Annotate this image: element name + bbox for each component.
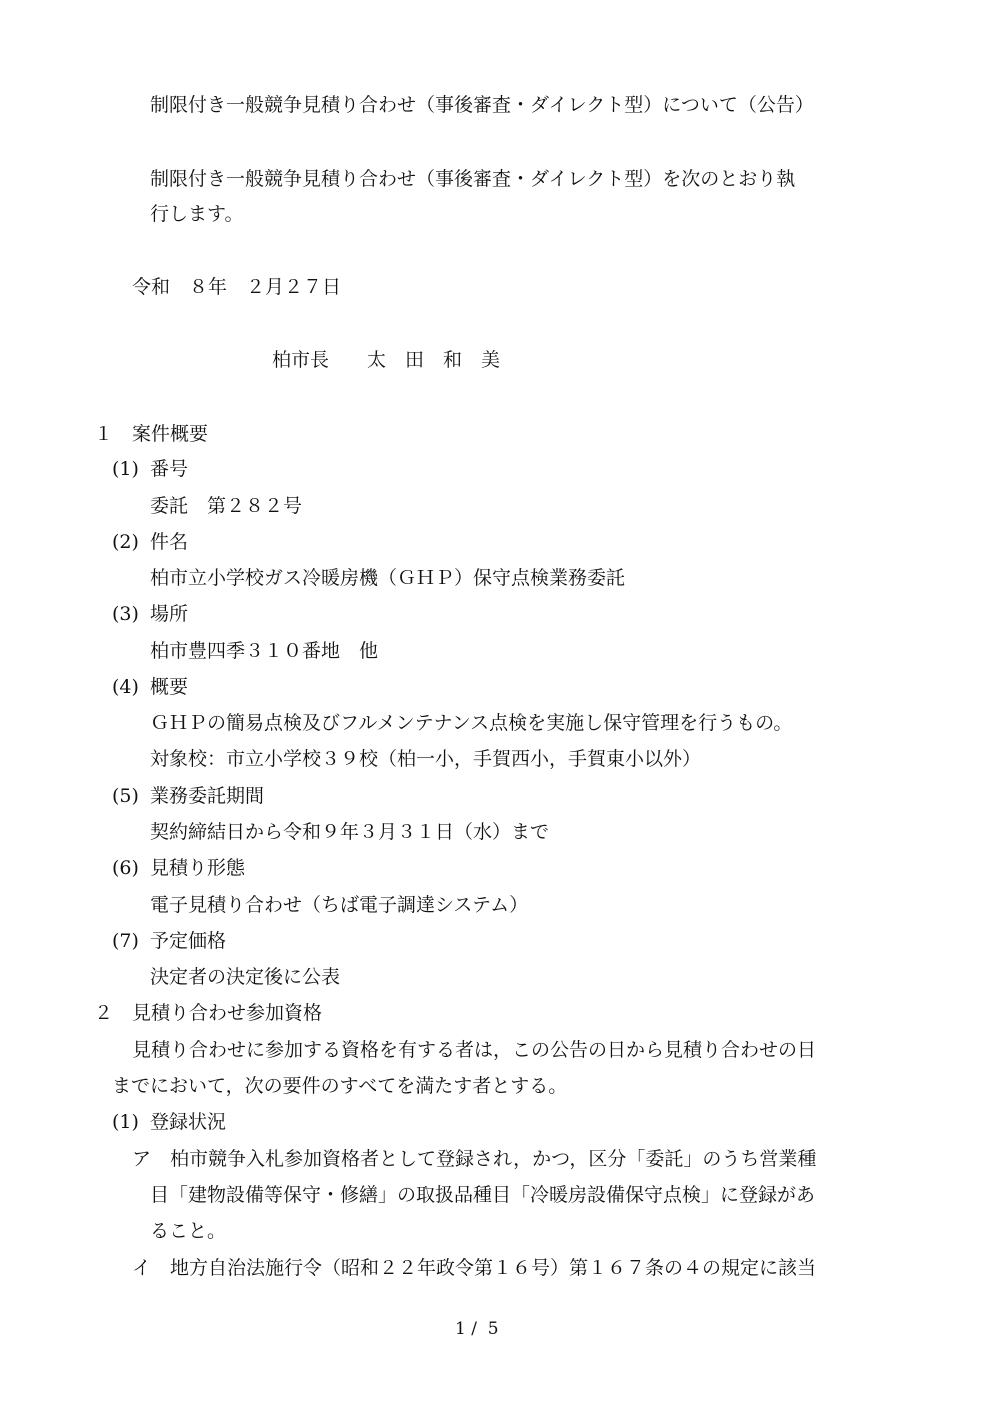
item-2-title: 件名 [150, 531, 189, 553]
issuer-name: 柏市長 太 田 和 美 [272, 349, 501, 371]
item-3-text: 柏市豊四季３１０番地 他 [150, 640, 379, 662]
clause-a-text-line-3: ること。 [150, 1220, 227, 1242]
item-6-text: 電子見積り合わせ（ちば電子調達システム） [150, 894, 529, 916]
notice-date: 令和 ８年 ２月２７日 [132, 276, 342, 298]
item-3-label: (3) [112, 603, 139, 625]
page-number: 1 / 5 [455, 1319, 499, 1339]
item-6-label: (6) [112, 857, 139, 879]
intro-text-line-1: 制限付き一般競争見積り合わせ（事後審査・ダイレクト型）を次のとおり執 [150, 168, 796, 190]
item-1-label: (1) [112, 458, 139, 480]
item-5-title: 業務委託期間 [150, 785, 265, 807]
item-1-text: 委託 第２８２号 [150, 495, 303, 517]
item-4-text-line-2: 対象校：市立小学校３９校（柏一小，手賀西小，手賀東小以外） [150, 748, 702, 770]
clause-i-text-line-1: 地方自治法施行令（昭和２２年政令第１６号）第１６７条の４の規定に該当 [170, 1257, 817, 1279]
section-2-paragraph-line-1: 見積り合わせに参加する資格を有する者は，この公告の日から見積り合わせの日 [132, 1039, 817, 1061]
intro-text-line-2: 行します。 [150, 203, 244, 225]
item-4-label: (4) [112, 676, 139, 698]
item-4-title: 概要 [150, 676, 189, 698]
section-2-heading: 見積り合わせ参加資格 [132, 1002, 323, 1024]
section-2-paragraph-line-2: までにおいて，次の要件のすべてを満たす者とする。 [112, 1075, 568, 1097]
sub-item-1-label: (1) [112, 1111, 139, 1133]
item-6-title: 見積り形態 [150, 857, 246, 879]
clause-i-label: イ [132, 1257, 152, 1279]
sub-item-1-title: 登録状況 [150, 1111, 227, 1133]
item-5-label: (5) [112, 785, 139, 807]
clause-a-text-line-2: 目「建物設備等保守・修繕」の取扱品種目「冷暖房設備保守点検」に登録があ [150, 1184, 816, 1206]
item-5-text: 契約締結日から令和９年３月３１日（水）まで [150, 821, 550, 843]
section-1-number: １ [94, 423, 114, 445]
clause-a-text-line-1: 柏市競争入札参加資格者として登録され，かつ，区分「委託」のうち営業種 [170, 1148, 817, 1170]
item-2-label: (2) [112, 531, 139, 553]
item-7-text: 決定者の決定後に公表 [150, 966, 341, 988]
item-7-title: 予定価格 [150, 930, 227, 952]
clause-a-label: ア [132, 1148, 152, 1170]
notice-title: 制限付き一般競争見積り合わせ（事後審査・ダイレクト型）について（公告） [150, 94, 814, 116]
item-4-text-line-1: ＧＨＰの簡易点検及びフルメンテナンス点検を実施し保守管理を行うもの。 [150, 712, 793, 734]
item-2-text: 柏市立小学校ガス冷暖房機（ＧＨＰ）保守点検業務委託 [150, 567, 626, 589]
item-7-label: (7) [112, 930, 139, 952]
section-1-heading: 案件概要 [132, 423, 209, 445]
item-1-title: 番号 [150, 458, 189, 480]
section-2-number: ２ [94, 1002, 114, 1024]
item-3-title: 場所 [150, 603, 189, 625]
